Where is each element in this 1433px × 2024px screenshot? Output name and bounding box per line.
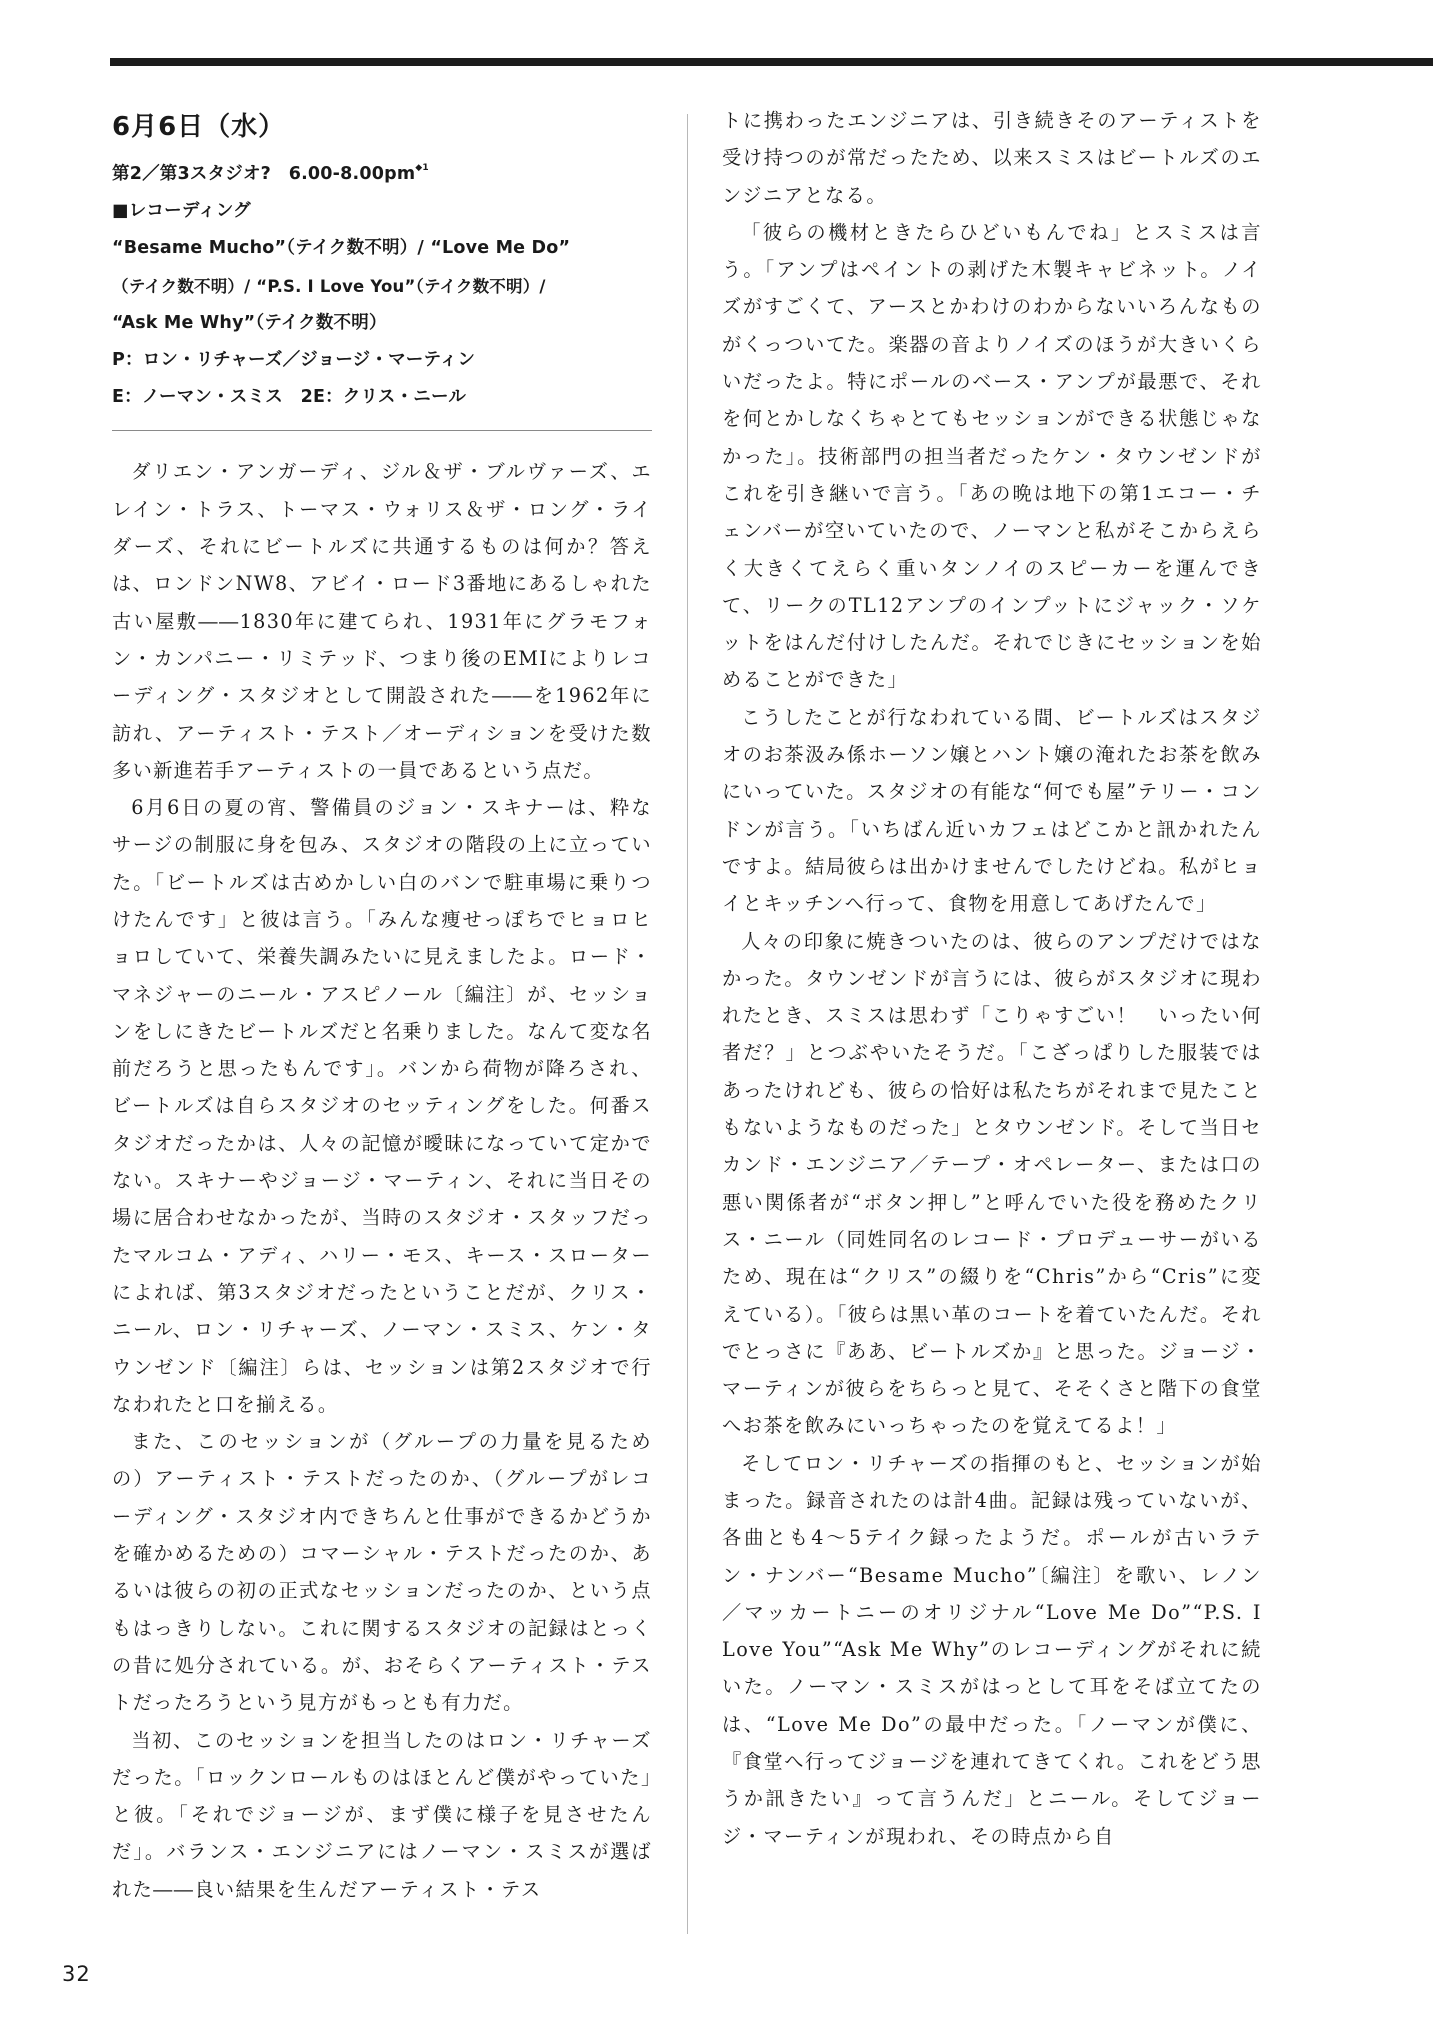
studio-footnote-mark: ◆1 bbox=[415, 163, 429, 173]
session-date: 6月6日（水） bbox=[112, 112, 286, 142]
session-songs-line-1: “Besame Mucho”（テイク数不明）/ “Love Me Do” bbox=[112, 238, 571, 259]
session-studio-text: 第2／第3スタジオ? 6.00-8.00pm bbox=[112, 164, 416, 184]
left-column bbox=[112, 110, 652, 1908]
article-paragraph: また、このセッションが（グループの力量を見るための）アーティスト・テストだったのか、（グループがレコーディング・スタジオ内できちんと仕事ができるかどうかを確かめるための）コマーシャル・テストだったのか、あるいは彼らの初の正式なセッションだったのか、という点もはっきりしない。これに関するスタジオの記録はとっくの昔に処分されている。が、おそらくアーティスト・テストだったろうという見方がもっとも有力だ。 bbox=[112, 1430, 652, 1715]
article-paragraph: そしてロン・リチャーズの指揮のもと、セッションが始まった。録音されたのは計4曲。記録は残っていないが、各曲とも4〜5テイク録ったようだ。ポールが古いラテン・ナンバー“Besame Mucho”〔編注〕を歌い、レノン／マッカートニーのオリジナル“Love Me Do”“P.S. I Love You”“Ask Me Why”のレコーディングがそれに続いた。ノーマン・スミスがはっとして耳をそば立てたのは、“Love Me Do”の最中だった。「ノーマンが僕に、『食堂へ行ってジョージを連れてきてくれ。これをどう思うか訊きたい』って言うんだ」とニール。そしてジョージ・マーティンが現われ、その時点から自 bbox=[722, 1451, 1262, 1848]
session-category: ■レコーディング bbox=[112, 201, 251, 222]
article-paragraph: ダリエン・アンガーディ、ジル＆ザ・ブルヴァーズ、エレイン・トラス、トーマス・ウォリス＆ザ・ロング・ライダーズ、それにビートルズに共通するものは何か？答えは、ロンドンNW8、アビイ・ロード3番地にあるしゃれた古い屋敷――1830年に建てられ、1931年にグラモフォン・カンパニー・リミテッド、つまり後のEMIによりレコーディング・スタジオとして開設された――を1962年に訪れ、アーティスト・テスト／オーディションを受けた数多い新進若手アーティストの一員であるという点だ。 bbox=[112, 460, 652, 782]
article-left-body bbox=[112, 453, 652, 1908]
session-songs-line-2: （テイク数不明）/ “P.S. I Love You”（テイク数不明）/ bbox=[112, 276, 546, 296]
session-producer: P：ロン・リチャーズ／ジョージ・マーティン bbox=[112, 350, 476, 371]
article-paragraph: 6月6日の夏の宵、警備員のジョン・スキナーは、粋なサージの制服に身を包み、スタジオの階段の上に立っていた。「ビートルズは古めかしい白のバンで駐車場に乗りつけたんです」と彼は言う。「みんな痩せっぽちでヒョロヒョロしていて、栄養失調みたいに見えましたよ。ロード・マネジャーのニール・アスピノール〔編注〕が、セッションをしにきたビートルズだと名乗りました。なんて変な名前だろうと思ったもんです」。バンから荷物が降ろされ、ビートルズは自らスタジオのセッティングをした。何番スタジオだったかは、人々の記憶が曖昧になっていて定かでない。スキナーやジョージ・マーティン、それに当日その場に居合わせなかったが、当時のスタジオ・スタッフだったマルコム・アディ、ハリー・モス、キース・スローターによれば、第3スタジオだったということだが、クリス・ニール、ロン・リチャーズ、ノーマン・スミス、ケン・タウンゼンド〔編注〕らは、セッションは第2スタジオで行なわれたと口を揃える。 bbox=[112, 796, 652, 1416]
article-right-body bbox=[722, 102, 1262, 1855]
session-engineer: E：ノーマン・スミス 2E：クリス・ニール bbox=[112, 387, 467, 408]
article-paragraph: こうしたことが行なわれている間、ビートルズはスタジオのお茶汲み係ホーソン嬢とハント嬢の淹れたお茶を飲みにいっていた。スタジオの有能な“何でも屋”テリー・コンドンが言う。「いちばん近いカフェはどこかと訊かれたんですよ。結局彼らは出かけませんでしたけどね。私がヒョイとキッチンへ行って、食物を用意してあげたんで」 bbox=[722, 705, 1262, 916]
page-number: 32 bbox=[62, 1962, 91, 1986]
session-studio bbox=[112, 150, 652, 193]
session-songs-line-3: “Ask Me Why”（テイク数不明） bbox=[112, 312, 387, 333]
article-paragraph: 当初、このセッションを担当したのはロン・リチャーズだった。「ロックンロールものはほとんど僕がやっていた」と彼。「それでジョージが、まず僕に様子を見させたんだ」。バランス・エンジニアにはノーマン・スミスが選ばれた――良い結果を生んだアーティスト・テス bbox=[112, 1728, 652, 1901]
right-column bbox=[722, 102, 1262, 1855]
article-paragraph-continued: トに携わったエンジニアは、引き続きそのアーティストを受け持つのが常だったため、以来スミスはビートルズのエンジニアとなる。 bbox=[722, 109, 1262, 207]
article-paragraph: 人々の印象に焼きついたのは、彼らのアンプだけではなかった。タウンゼンドが言うには、彼らがスタジオに現われたとき、スミスは思わず「こりゃすごい！ いったい何者だ？」とつぶやいたそうだ。「こざっぱりした服装ではあったけれども、彼らの恰好は私たちがそれまで見たこともないようなものだった」とタウンゼンド。そして当日セカンド・エンジニア／テープ・オペレーター、または口の悪い関係者が“ボタン押し”と呼んでいた役を務めたクリス・ニール（同姓同名のレコード・プロデューサーがいるため、現在は“クリス”の綴りを“Chris”から“Cris”に変えている）。「彼らは黒い革のコートを着ていたんだ。それでとっさに『ああ、ビートルズか』と思った。ジョージ・マーティンが彼らをちらっと見て、そそくさと階下の食堂へお茶を飲みにいっちゃったのを覚えてるよ！」 bbox=[722, 929, 1262, 1438]
top-rule bbox=[110, 58, 1433, 66]
header-divider bbox=[112, 430, 652, 431]
article-paragraph: 「彼らの機材ときたらひどいもんでね」とスミスは言う。「アンプはペイントの剥げた木製キャビネット。ノイズがすごくて、アースとかわけのわからないいろんなものがくっついてた。楽器の音よりノイズのほうが大きいくらいだったよ。特にポールのベース・アンプが最悪で、それを何とかしなくちゃとてもセッションができる状態じゃなかった」。技術部門の担当者だったケン・タウンゼンドがこれを引き継いで言う。「あの晩は地下の第1エコー・チェンバーが空いていたので、ノーマンと私がそこからえらく大きくてえらく重いタンノイのスピーカーを運んできて、リークのTL12アンプのインプットにジャック・ソケットをはんだ付けしたんだ。それでじきにセッションを始めることができた」 bbox=[722, 220, 1262, 692]
column-divider bbox=[687, 114, 688, 1934]
